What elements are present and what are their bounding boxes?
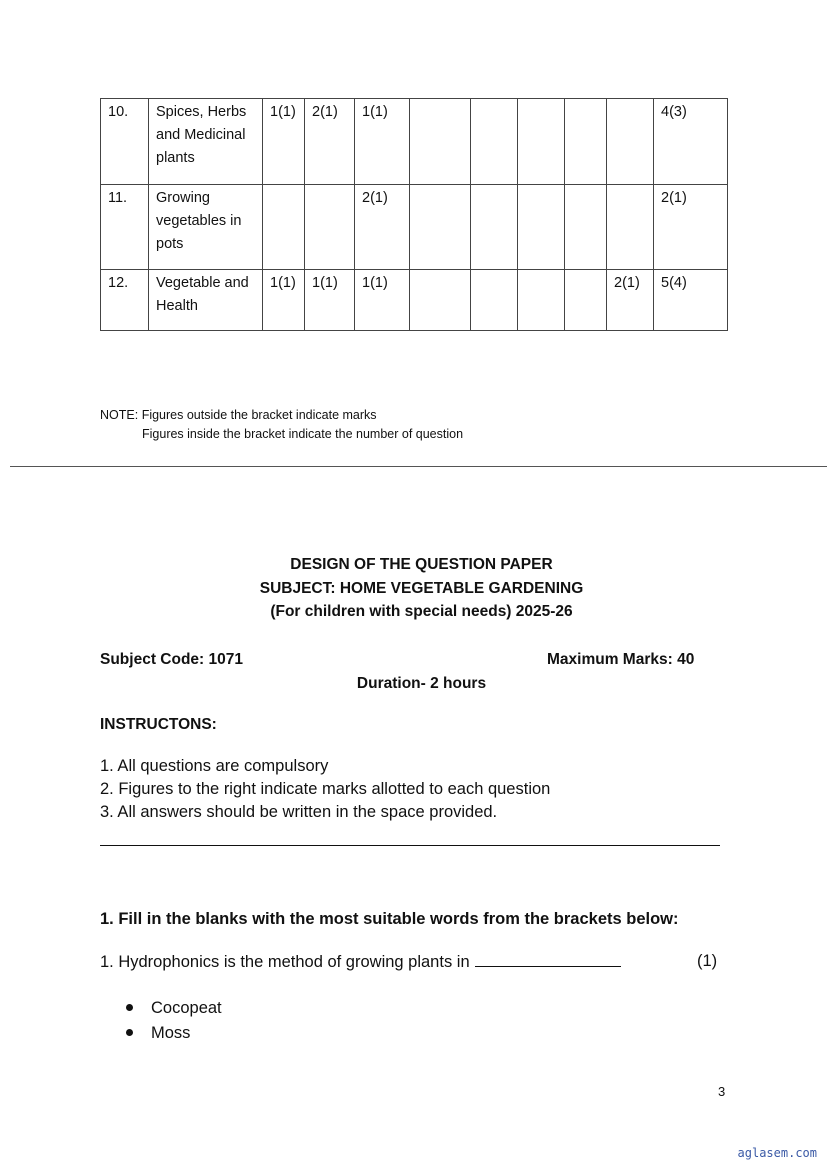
table-row [101, 270, 728, 331]
marks-cell [410, 99, 471, 185]
marks-cell: 1(1) [355, 99, 410, 185]
subject-code: Subject Code: 1071 [100, 651, 243, 668]
instructions-heading: INSTRUCTONS: [100, 716, 217, 733]
marks-cell [518, 99, 565, 185]
marks-cell: 1(1) [263, 270, 305, 331]
section-1-heading: 1. Fill in the blanks with the most suitable words from the brackets below: [100, 910, 679, 928]
duration: Duration- 2 hours [356, 675, 487, 692]
marks-cell [565, 185, 607, 270]
table-row [101, 99, 728, 185]
options-list [100, 996, 222, 1046]
marks-cell: 2(1) [355, 185, 410, 270]
answer-blank[interactable] [475, 952, 621, 967]
note-line-1: Figures outside the bracket indicate marks [141, 408, 377, 422]
instruction-1: 1. All questions are compulsory [100, 757, 329, 775]
question-1-marks: (1) [697, 952, 718, 970]
marks-cell: 4(3) [654, 99, 728, 185]
instruction-3: 3. All answers should be written in the space provided. [100, 803, 498, 821]
note [100, 406, 377, 425]
option-text: Moss [151, 1024, 191, 1042]
marks-cell [471, 185, 518, 270]
marks-cell: 2(1) [654, 185, 728, 270]
marks-cell: 2(1) [305, 99, 355, 185]
paper-design-title: DESIGN OF THE QUESTION PAPER [290, 556, 553, 573]
marks-cell [410, 270, 471, 331]
note-label: NOTE: [100, 408, 139, 422]
marks-cell [263, 185, 305, 270]
marks-cell [471, 99, 518, 185]
marks-distribution-table [100, 98, 728, 331]
marks-cell: 1(1) [305, 270, 355, 331]
page-number: 3 [718, 1084, 726, 1099]
watermark-link[interactable]: aglasem.com [737, 1146, 817, 1160]
topic-cell: Growing vegetables in pots [149, 185, 263, 270]
section-divider [10, 466, 827, 467]
list-item [100, 1021, 222, 1046]
subject-title: SUBJECT: HOME VEGETABLE GARDENING [259, 580, 584, 597]
marks-cell [607, 99, 654, 185]
question-1 [100, 952, 621, 972]
marks-cell: 1(1) [355, 270, 410, 331]
bullet-icon [126, 1004, 133, 1011]
marks-cell [305, 185, 355, 270]
list-item [100, 996, 222, 1021]
marks-cell: 2(1) [607, 270, 654, 331]
note-line-2: Figures inside the bracket indicate the number of question [142, 427, 464, 441]
marks-cell [518, 185, 565, 270]
marks-cell [518, 270, 565, 331]
topic-cell: Vegetable and Health [149, 270, 263, 331]
topic-cell: Spices, Herbs and Medicinal plants [149, 99, 263, 185]
table-row [101, 185, 728, 270]
marks-cell [565, 99, 607, 185]
option-text: Cocopeat [151, 999, 222, 1017]
marks-cell: 1(1) [263, 99, 305, 185]
instructions-underline [100, 845, 720, 846]
marks-cell [471, 270, 518, 331]
marks-cell [607, 185, 654, 270]
row-number: 11. [101, 185, 149, 270]
maximum-marks: Maximum Marks: 40 [547, 651, 695, 668]
row-number: 12. [101, 270, 149, 331]
bullet-icon [126, 1029, 133, 1036]
instruction-2: 2. Figures to the right indicate marks allotted to each question [100, 780, 551, 798]
marks-cell [410, 185, 471, 270]
audience-line: (For children with special needs) 2025-26 [270, 603, 573, 620]
question-1-text: 1. Hydrophonics is the method of growing plants in [100, 953, 470, 971]
marks-cell [565, 270, 607, 331]
row-number: 10. [101, 99, 149, 185]
marks-cell: 5(4) [654, 270, 728, 331]
